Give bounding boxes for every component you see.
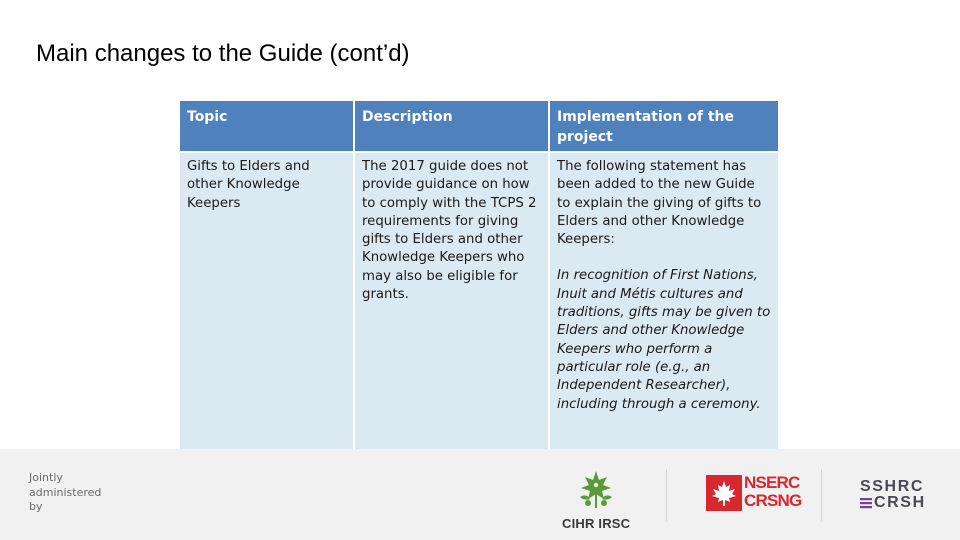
sshrc-bars-icon [860, 497, 872, 509]
description-text: The 2017 guide does not provide guidance on how to comply with the TCPS 2 requirements for giving gifts to Elders and other Knowledge Keepers who may also be eligible for grants. [362, 159, 537, 303]
slide-title: Main changes to the Guide (cont’d) [36, 40, 410, 67]
jointly-line-1: Jointly [29, 471, 63, 484]
cell-topic [180, 152, 354, 465]
cihr-wordmark: CIHR IRSC [562, 516, 631, 531]
jointly-administered-label [29, 471, 139, 515]
topic-text: Gifts to Elders and other Knowledge Keepers [187, 159, 310, 211]
cell-description [354, 152, 549, 465]
nserc-wordmark [744, 474, 801, 510]
nserc-line-1: NSERC [744, 473, 800, 492]
sshrc-line-2: CRSH [874, 494, 926, 511]
cihr-logo [558, 467, 634, 531]
header-topic: Topic [180, 101, 354, 152]
header-description: Description [354, 101, 549, 152]
jointly-line-2: administered [29, 485, 102, 499]
table-row [180, 152, 778, 465]
nserc-maple-icon [706, 475, 742, 511]
cihr-leaf-icon [558, 467, 634, 515]
footer-bar [0, 449, 960, 540]
nserc-line-2: CRSNG [744, 491, 802, 510]
changes-table [180, 101, 778, 465]
nserc-logo [706, 473, 802, 517]
logo-divider-1 [666, 469, 667, 521]
jointly-line-3: by [29, 500, 43, 513]
implementation-quote: In recognition of First Nations, Inuit and Métis cultures and traditions, gifts may be given to Elders and other Knowledge Keepers who perform a particular role (e.g., an Independent Researcher), including through a ceremony. [557, 268, 771, 412]
table-header-row [180, 101, 778, 152]
logo-divider-2 [821, 469, 822, 521]
header-implementation: Implementation of the project [549, 101, 778, 152]
cell-implementation [549, 152, 778, 465]
sshrc-line-1: SSHRC [860, 478, 925, 495]
sshrc-logo [858, 479, 932, 513]
implementation-text: The following statement has been added to the new Guide to explain the giving of gifts to Elders and other Knowledge Keepers: [557, 159, 762, 248]
